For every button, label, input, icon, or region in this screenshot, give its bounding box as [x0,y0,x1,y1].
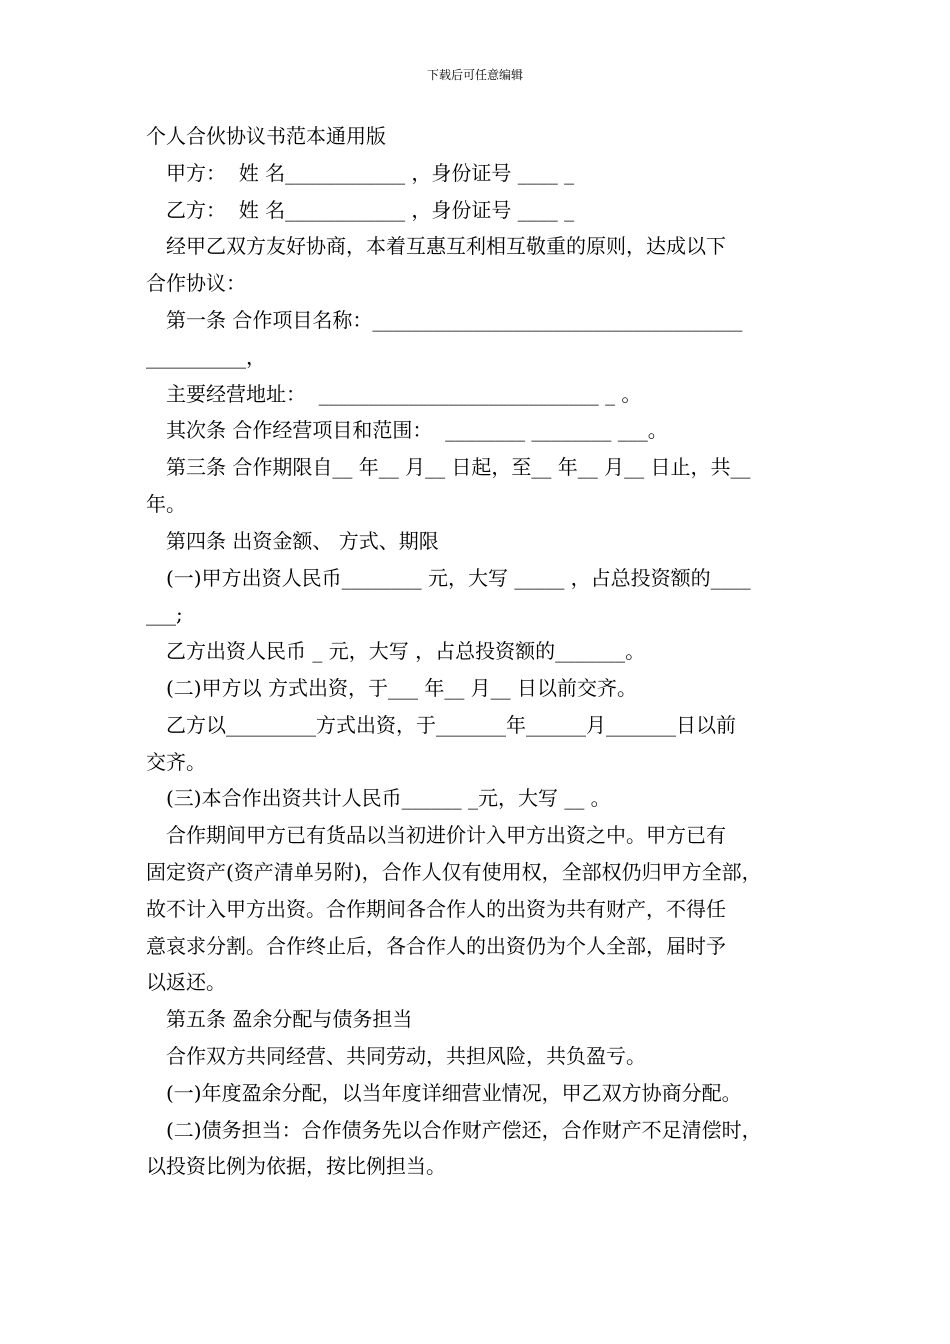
text-line: 交齐。 [146,749,206,774]
text-line: 甲方： 姓 名____________ ，身份证号 ____ _ [166,160,575,185]
text-line: 意哀求分割。合作终止后，各合作人的出资仍为个人全部，届时予 [146,933,726,958]
text-line: (二)甲方以 方式出资，于___ 年__ 月__ 日以前交齐。 [166,675,638,700]
text-line: 固定资产(资产清单另附)，合作人仅有使用权，全部权仍归甲方全部， [146,859,762,884]
text-line: (一)年度盈余分配，以当年度详细营业情况，甲乙双方协商分配。 [166,1080,742,1105]
text-line: 以返还。 [146,970,226,995]
text-line: (一)甲方出资人民币________ 元，大写 _____ ，占总投资额的____ [166,565,751,590]
text-line: 第一条 合作项目名称：_____________________________________ [166,307,743,332]
text-line: 乙方以_________方式出资，于_______年______月_______日以前 [166,712,736,737]
text-line: 年。 [146,491,186,516]
text-line: (三)本合作出资共计人民币______ _元，大写 __ 。 [166,786,611,811]
text-line: ___; [146,602,183,627]
text-line: 乙方出资人民币 _ 元，大写 ，占总投资额的_______。 [166,639,646,664]
document-body [146,118,816,1185]
text-line: 合作双方共同经营、共同劳动，共担风险，共负盈亏。 [166,1043,646,1068]
text-line: 其次条 合作经营项目和范围： ________ ________ ___。 [166,418,668,443]
text-line: 合作协议： [146,271,246,296]
text-line: 第三条 合作期限自__ 年__ 月__ 日起，至__ 年__ 月__ 日止，共__ [166,455,751,480]
text-line: 乙方： 姓 名____________ ，身份证号 ____ _ [166,197,575,222]
text-line: 主要经营地址： ____________________________ _ 。 [166,381,642,406]
page-header: 下载后可任意编辑 [426,68,523,82]
text-line: 经甲乙双方友好协商，本着互惠互利相互敬重的原则，达成以下 [166,234,726,259]
text-line: 以投资比例为依据，按比例担当。 [146,1154,446,1179]
text-line: 故不计入甲方出资。合作期间各合作人的出资为共有财产，不得任 [146,896,726,921]
text-line: 第五条 盈余分配与债务担当 [166,1007,413,1032]
text-line: 合作期间甲方已有货品以当初进价计入甲方出资之中。甲方已有 [166,823,726,848]
text-line: (二)债务担当：合作债务先以合作财产偿还，合作财产不足清偿时， [166,1117,762,1142]
document-title: 个人合伙协议书范本通用版 [146,124,386,148]
text-line: __________， [146,344,266,369]
text-line: 第四条 出资金额、 方式、期限 [166,528,439,553]
